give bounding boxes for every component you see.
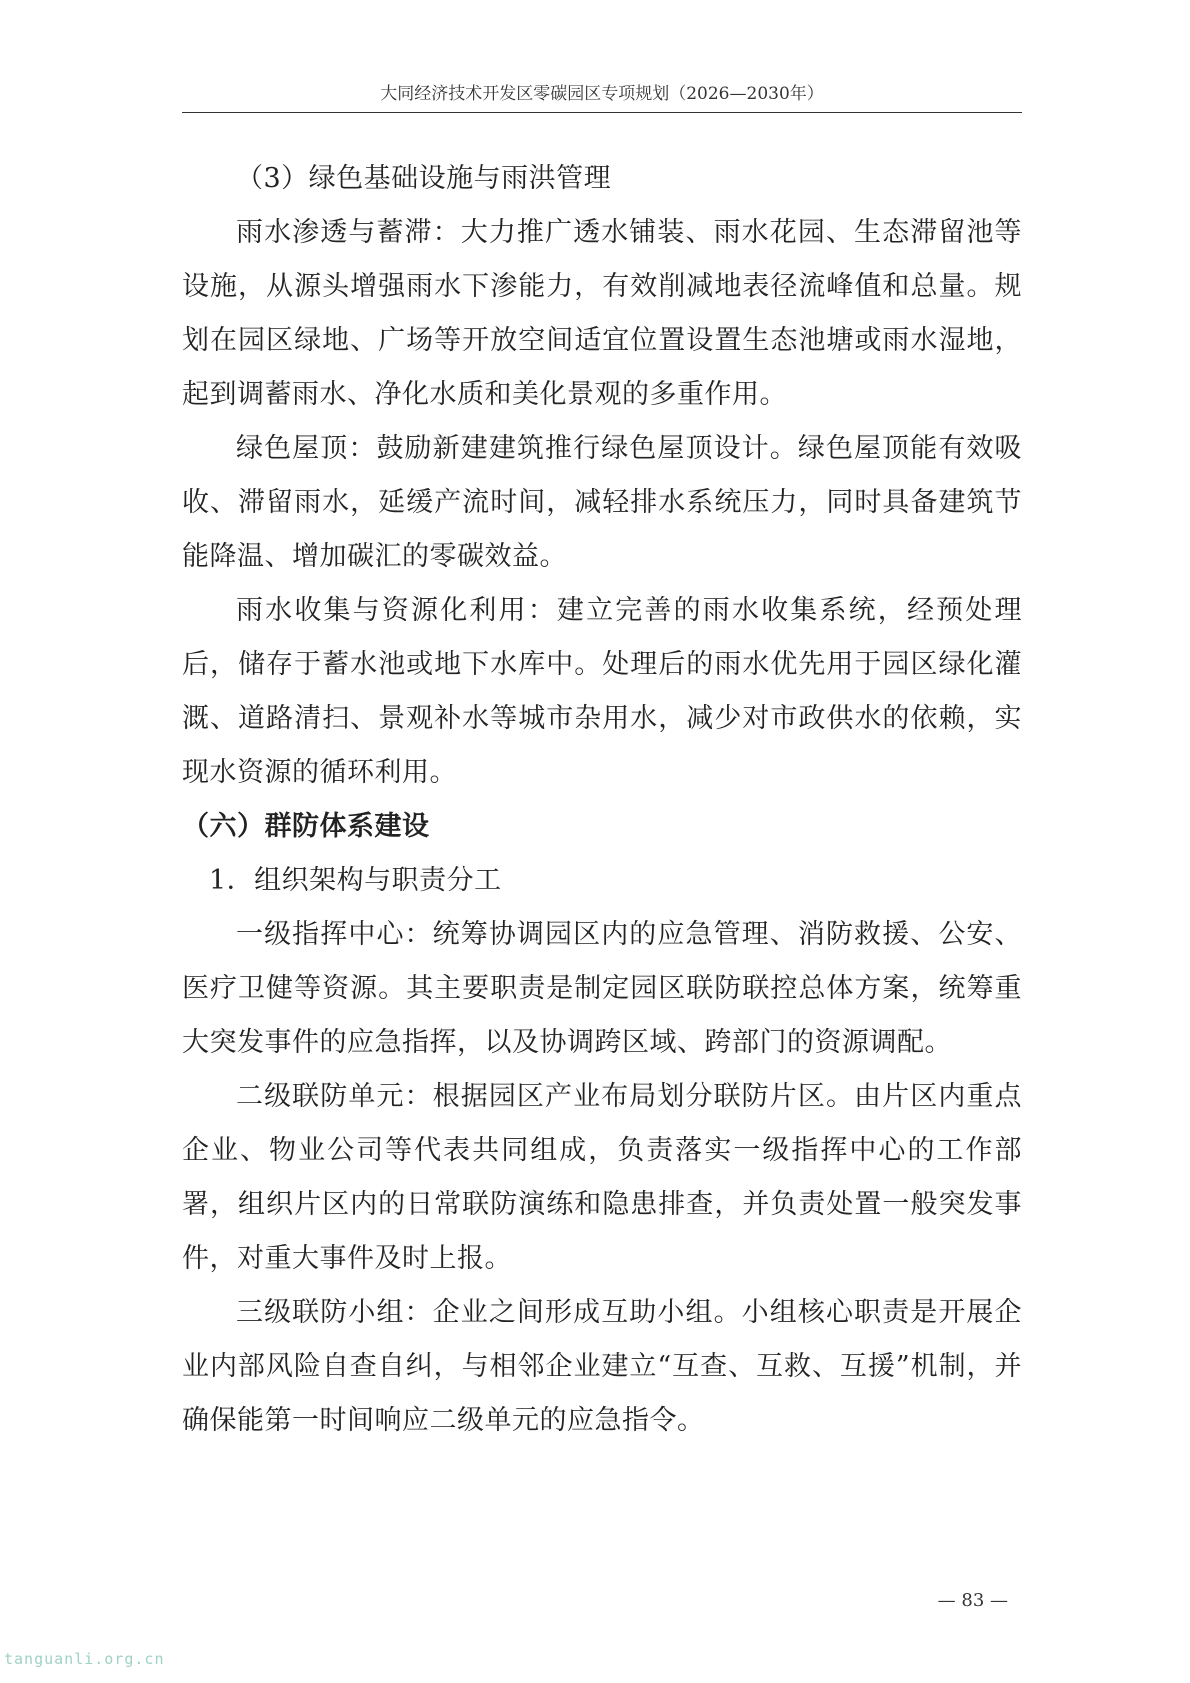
section-heading-joint-defense: （六）群防体系建设 [182, 811, 430, 842]
numbered-heading-organization: 1．组织架构与职责分工 [209, 865, 502, 896]
page-header: 大同经济技术开发区零碳园区专项规划（2026—2030年） [182, 82, 1022, 113]
paragraph-green-roof: 绿色屋顶：鼓励新建建筑推行绿色屋顶设计。绿色屋顶能有效吸收、滞留雨水，延缓产流时间，减轻排水系统压力，同时具备建筑节能降温、增加碳汇的零碳效益。 [182, 433, 1022, 572]
sub-heading-green-infrastructure: （3）绿色基础设施与雨洪管理 [236, 163, 612, 194]
paragraph-rain-infiltration: 雨水渗透与蓄滞：大力推广透水铺装、雨水花园、生态滞留池等设施，从源头增强雨水下渗能力，有效削减地表径流峰值和总量。规划在园区绿地、广场等开放空间适宜位置设置生态池塘或雨水湿地，起到调蓄雨水、净化水质和美化景观的多重作用。 [182, 217, 1022, 410]
paragraph-level1-command: 一级指挥中心：统筹协调园区内的应急管理、消防救援、公安、医疗卫健等资源。其主要职责是制定园区联防联控总体方案，统筹重大突发事件的应急指挥，以及协调跨区域、跨部门的资源调配。 [182, 919, 1022, 1058]
paragraph-rain-reuse: 雨水收集与资源化利用：建立完善的雨水收集系统，经预处理后，储存于蓄水池或地下水库中。处理后的雨水优先用于园区绿化灌溉、道路清扫、景观补水等城市杂用水，减少对市政供水的依赖，实现水资源的循环利用。 [182, 595, 1022, 788]
document-body [182, 152, 1022, 1448]
paragraph-level2-unit: 二级联防单元：根据园区产业布局划分联防片区。由片区内重点企业、物业公司等代表共同组成，负责落实一级指挥中心的工作部署，组织片区内的日常联防演练和隐患排查，并负责处置一般突发事件，对重大事件及时上报。 [182, 1081, 1022, 1274]
paragraph-level3-group: 三级联防小组：企业之间形成互助小组。小组核心职责是开展企业内部风险自查自纠，与相邻企业建立“互查、互救、互援”机制，并确保能第一时间响应二级单元的应急指令。 [182, 1297, 1022, 1436]
page-number: — 83 — [937, 1590, 1008, 1611]
watermark: tanguanli.org.cn [4, 1650, 165, 1668]
